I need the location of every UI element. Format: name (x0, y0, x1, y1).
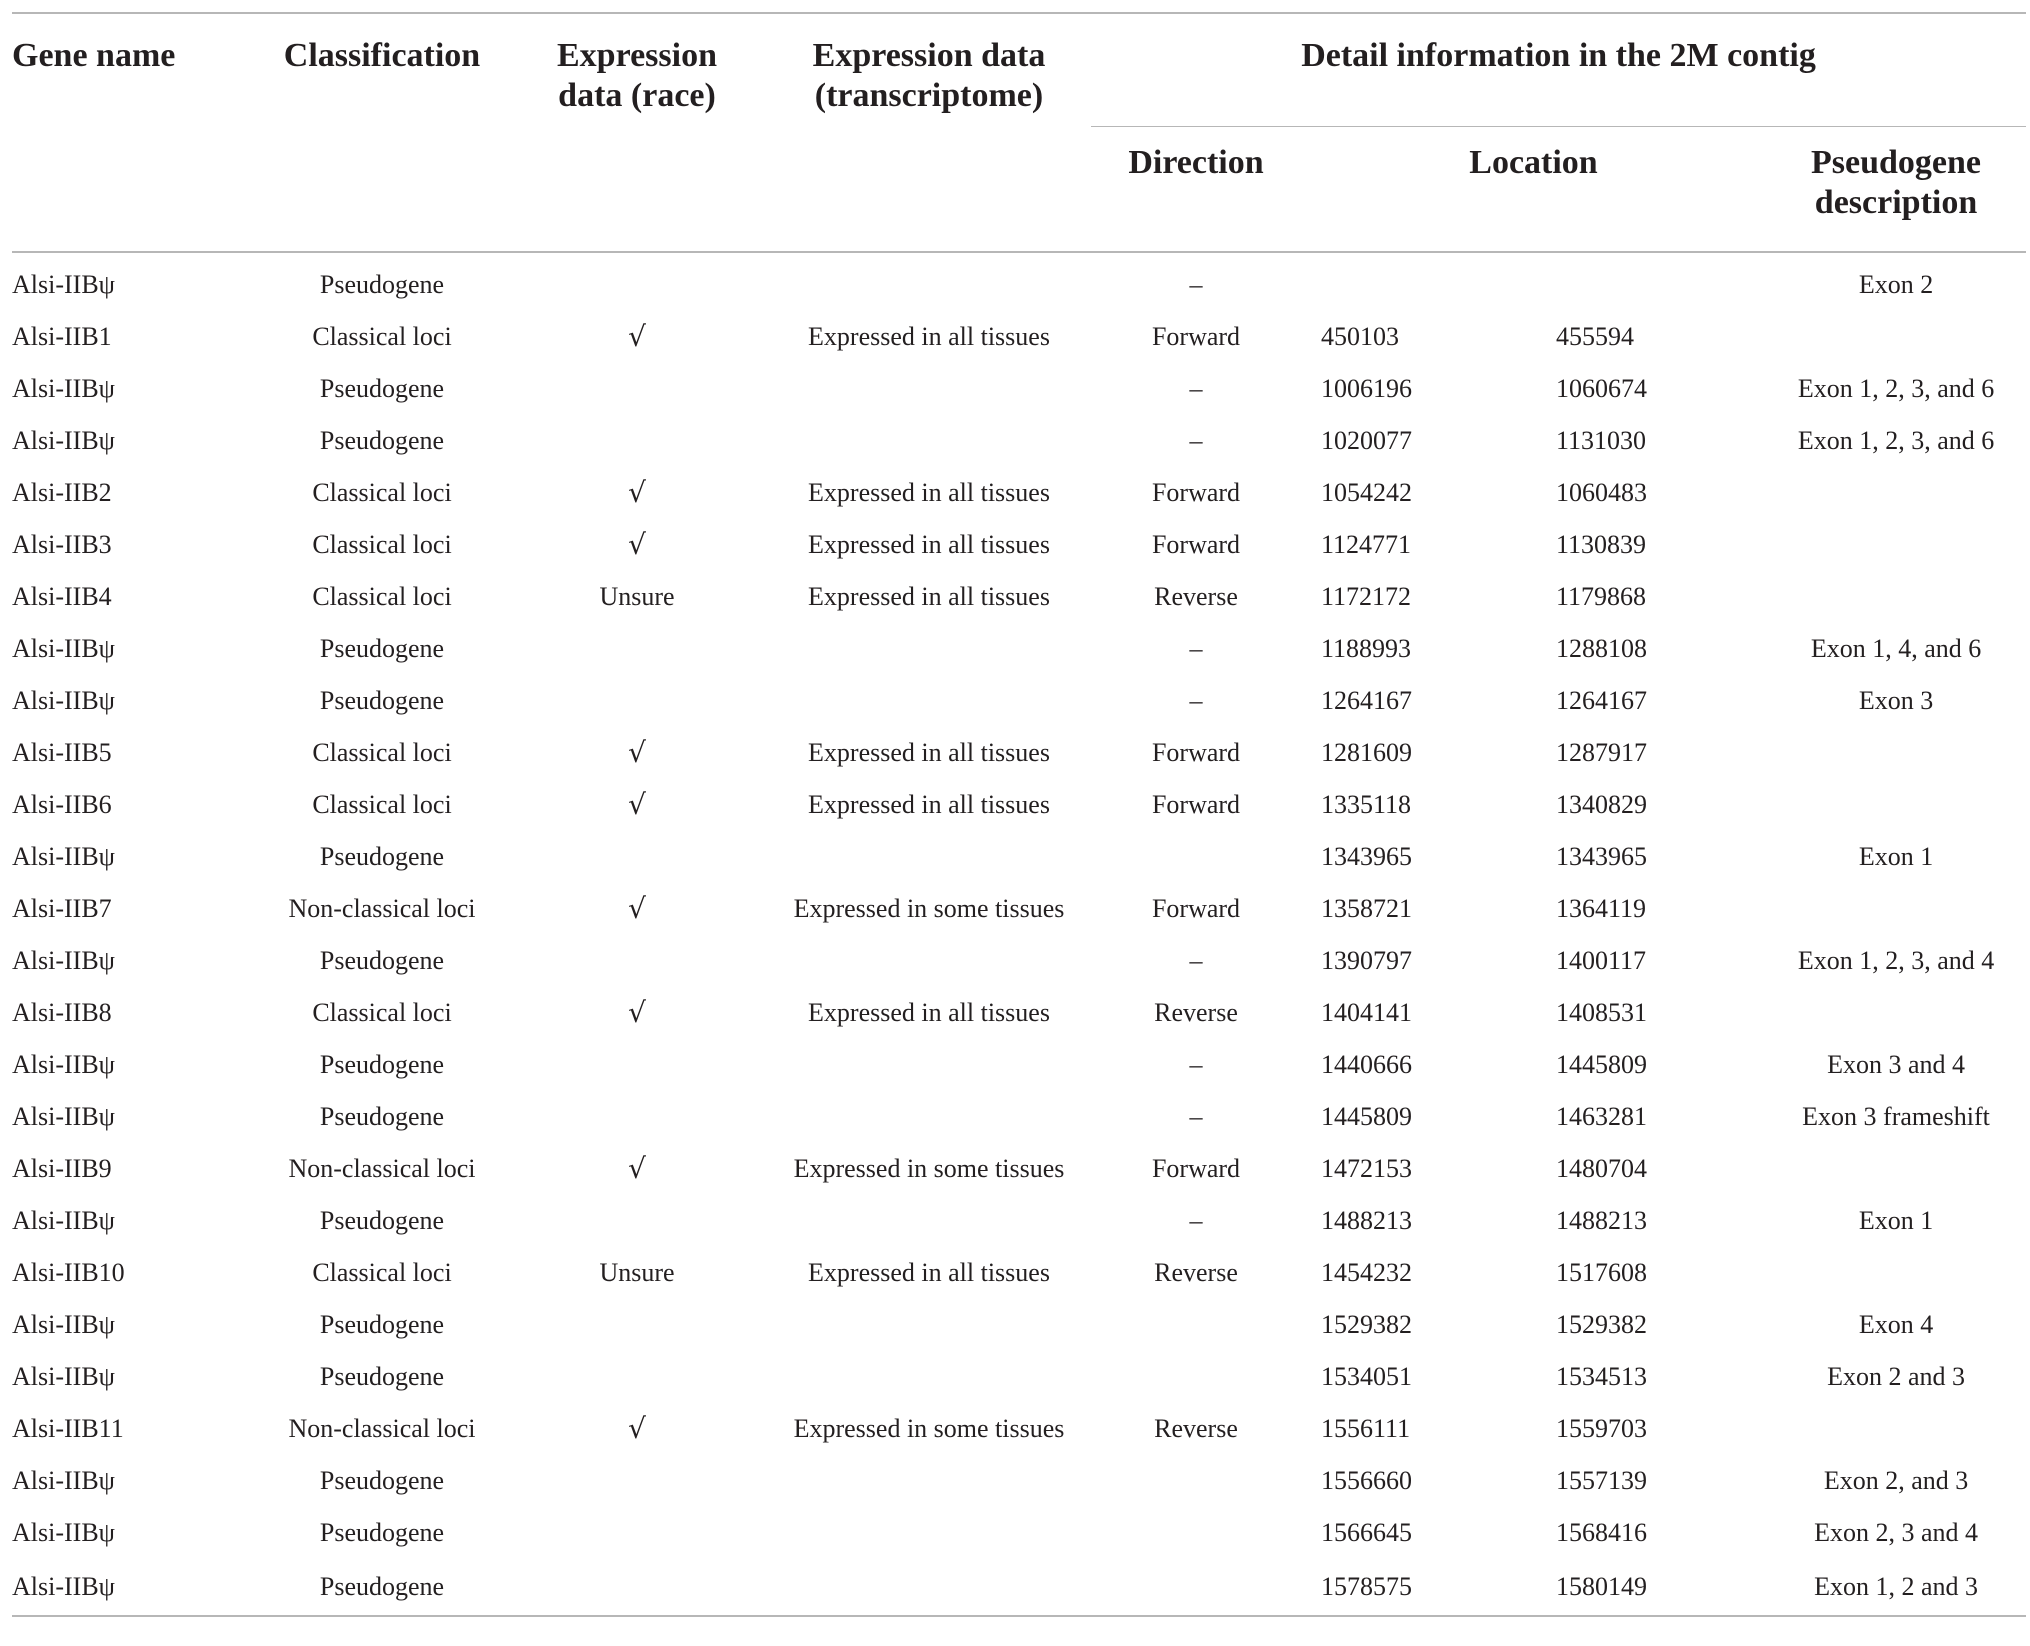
expression-race-cell: Unsure (599, 1258, 675, 1287)
gene-name-cell: Alsi-IIBψ (12, 1362, 115, 1391)
pseudogene-description-cell: Exon 1, 2, 3, and 4 (1797, 946, 1995, 975)
direction-cell (1091, 1455, 1301, 1507)
header-expression-transcriptome: Expression data (transcriptome) (767, 13, 1091, 252)
table-row (12, 1299, 2026, 1351)
pseudogene-description-cell (1766, 467, 2026, 519)
location-end-cell: 1408531 (1556, 998, 1647, 1027)
expression-race-cell (507, 1351, 767, 1403)
classification-cell: Classical loci (312, 738, 452, 767)
direction-cell: Reverse (1154, 582, 1238, 611)
direction-cell (1091, 831, 1301, 883)
table-header (12, 13, 2026, 252)
table-row (12, 363, 2026, 415)
expression-race-cell (507, 1559, 767, 1616)
location-end-cell: 1179868 (1556, 582, 1647, 611)
table-row (12, 311, 2026, 363)
direction-cell: Forward (1151, 790, 1241, 819)
expression-race-cell (507, 1455, 767, 1507)
table-row (12, 831, 2026, 883)
table-body (12, 252, 2026, 1616)
gene-name-cell: Alsi-IIBψ (12, 686, 115, 715)
location-start-cell: 1534051 (1321, 1362, 1412, 1391)
pseudogene-description-cell: Exon 2 and 3 (1827, 1362, 1965, 1391)
expression-transcriptome-cell: Expressed in all tissues (808, 738, 1050, 767)
gene-name-cell: Alsi-IIB3 (12, 530, 112, 559)
expression-transcriptome-cell (767, 831, 1091, 883)
classification-cell: Classical loci (312, 998, 452, 1027)
location-end-cell: 1364119 (1556, 894, 1647, 923)
table-row (12, 1195, 2026, 1247)
expression-race-cell (507, 1091, 767, 1143)
header-detail-information: Detail information in the 2M contig (1091, 13, 2026, 127)
table-row (12, 987, 2026, 1039)
expression-transcriptome-cell (767, 1351, 1091, 1403)
classification-cell: Pseudogene (319, 1518, 445, 1547)
location-end-cell: 1131030 (1556, 426, 1647, 455)
gene-name-cell: Alsi-IIBψ (12, 426, 115, 455)
classification-cell: Pseudogene (319, 634, 445, 663)
table-row (12, 252, 2026, 311)
pseudogene-description-cell (1766, 883, 2026, 935)
gene-name-cell: Alsi-IIBψ (12, 1102, 115, 1131)
expression-race-cell: √ (628, 528, 646, 561)
location-end-cell: 1264167 (1556, 686, 1647, 715)
direction-cell: – (1189, 686, 1203, 715)
header-direction: Direction (1091, 127, 1301, 253)
classification-cell: Pseudogene (319, 1310, 445, 1339)
pseudogene-description-cell (1766, 779, 2026, 831)
expression-race-cell (507, 675, 767, 727)
location-start-cell: 1566645 (1321, 1518, 1412, 1547)
expression-race-cell (507, 415, 767, 467)
expression-race-cell: √ (628, 788, 646, 821)
gene-name-cell: Alsi-IIBψ (12, 946, 115, 975)
expression-race-cell (507, 363, 767, 415)
expression-race-cell (507, 1299, 767, 1351)
expression-race-cell: √ (628, 1152, 646, 1185)
classification-cell: Pseudogene (319, 686, 445, 715)
pseudogene-description-cell (1766, 1403, 2026, 1455)
gene-name-cell: Alsi-IIBψ (12, 1466, 115, 1495)
expression-transcriptome-cell (767, 1507, 1091, 1559)
direction-cell: – (1189, 426, 1203, 455)
location-end-cell: 455594 (1556, 322, 1634, 351)
table-row (12, 571, 2026, 623)
expression-transcriptome-cell (767, 363, 1091, 415)
location-end-cell: 1559703 (1556, 1414, 1647, 1443)
direction-cell (1091, 1351, 1301, 1403)
gene-name-cell: Alsi-IIBψ (12, 270, 115, 299)
expression-transcriptome-cell: Expressed in all tissues (808, 790, 1050, 819)
direction-cell (1091, 1299, 1301, 1351)
classification-cell: Classical loci (312, 790, 452, 819)
expression-transcriptome-cell: Expressed in all tissues (808, 478, 1050, 507)
direction-cell: Forward (1151, 1154, 1241, 1183)
expression-transcriptome-cell (767, 1091, 1091, 1143)
location-end-cell: 1568416 (1556, 1518, 1647, 1547)
header-gene-name: Gene name (12, 13, 257, 252)
direction-cell: Forward (1151, 894, 1241, 923)
location-end-cell: 1060483 (1556, 478, 1647, 507)
location-start-cell: 1440666 (1321, 1050, 1412, 1079)
table-row (12, 1455, 2026, 1507)
expression-transcriptome-cell (767, 675, 1091, 727)
classification-cell: Classical loci (312, 322, 452, 351)
pseudogene-description-cell: Exon 2, and 3 (1823, 1466, 1969, 1495)
pseudogene-description-cell (1766, 1247, 2026, 1299)
pseudogene-description-cell: Exon 1, 4, and 6 (1810, 634, 1982, 663)
gene-table (12, 12, 2026, 1617)
location-start-cell: 1529382 (1321, 1310, 1412, 1339)
classification-cell: Pseudogene (319, 270, 445, 299)
gene-name-cell: Alsi-IIB4 (12, 582, 112, 611)
pseudogene-description-cell (1766, 571, 2026, 623)
expression-race-cell: √ (628, 892, 646, 925)
direction-cell: Reverse (1154, 998, 1238, 1027)
gene-name-cell: Alsi-IIB7 (12, 894, 112, 923)
pseudogene-description-cell: Exon 1, 2 and 3 (1766, 1559, 2026, 1616)
location-end-cell: 1580149 (1538, 1559, 1766, 1616)
expression-race-cell: √ (628, 1412, 646, 1445)
direction-cell: – (1189, 374, 1203, 403)
table-row (12, 935, 2026, 987)
expression-race-cell: √ (628, 320, 646, 353)
table-row (12, 1403, 2026, 1455)
gene-name-cell: Alsi-IIB6 (12, 790, 112, 819)
location-start-cell: 1358721 (1321, 894, 1412, 923)
expression-transcriptome-cell: Expressed in all tissues (808, 1258, 1050, 1287)
classification-cell: Pseudogene (319, 1466, 445, 1495)
location-end-cell: 1400117 (1556, 946, 1647, 975)
location-start-cell: 1343965 (1321, 842, 1412, 871)
location-start-cell: 1488213 (1321, 1206, 1412, 1235)
location-end-cell (1538, 252, 1766, 311)
gene-name-cell: Alsi-IIBψ (12, 1206, 115, 1235)
gene-name-cell: Alsi-IIBψ (12, 1050, 115, 1079)
location-start-cell: 1472153 (1321, 1154, 1412, 1183)
table-row (12, 1559, 2026, 1616)
pseudogene-description-cell (1766, 727, 2026, 779)
expression-transcriptome-cell: Expressed in some tissues (793, 894, 1065, 923)
gene-name-cell: Alsi-IIBψ (12, 1559, 257, 1616)
header-location: Location (1301, 127, 1766, 253)
pseudogene-description-cell: Exon 1 (1858, 1206, 1934, 1235)
location-start-cell: 1188993 (1321, 634, 1412, 663)
location-start-cell: 1578575 (1301, 1559, 1538, 1616)
expression-transcriptome-cell (767, 935, 1091, 987)
direction-cell: Forward (1151, 530, 1241, 559)
table-row (12, 1091, 2026, 1143)
location-end-cell: 1517608 (1556, 1258, 1647, 1287)
pseudogene-description-cell (1766, 519, 2026, 571)
gene-name-cell: Alsi-IIBψ (12, 1310, 115, 1339)
location-end-cell: 1060674 (1556, 374, 1647, 403)
table-row (12, 467, 2026, 519)
location-start-cell: 1404141 (1321, 998, 1412, 1027)
expression-transcriptome-cell: Expressed in all tissues (808, 530, 1050, 559)
expression-race-cell (507, 935, 767, 987)
direction-cell: Forward (1151, 478, 1241, 507)
location-end-cell: 1480704 (1556, 1154, 1647, 1183)
expression-transcriptome-cell: Expressed in all tissues (808, 998, 1050, 1027)
expression-transcriptome-cell (767, 252, 1091, 311)
gene-name-cell: Alsi-IIB8 (12, 998, 112, 1027)
classification-cell: Classical loci (312, 582, 452, 611)
header-classification: Classification (257, 13, 507, 252)
pseudogene-description-cell: Exon 1 (1858, 842, 1934, 871)
classification-cell: Pseudogene (319, 1050, 445, 1079)
pseudogene-description-cell (1766, 987, 2026, 1039)
classification-cell: Classical loci (312, 1258, 452, 1287)
expression-transcriptome-cell: Expressed in some tissues (793, 1414, 1065, 1443)
direction-cell: – (1189, 270, 1203, 299)
location-end-cell: 1130839 (1556, 530, 1647, 559)
direction-cell: – (1189, 634, 1203, 663)
location-end-cell: 1557139 (1556, 1466, 1647, 1495)
pseudogene-description-cell: Exon 2, 3 and 4 (1814, 1518, 1978, 1547)
expression-transcriptome-cell: Expressed in some tissues (793, 1154, 1065, 1183)
location-end-cell: 1340829 (1556, 790, 1647, 819)
classification-cell: Non-classical loci (288, 894, 476, 923)
classification-cell: Non-classical loci (288, 1414, 476, 1443)
expression-race-cell: √ (628, 736, 646, 769)
expression-transcriptome-cell (767, 623, 1091, 675)
expression-race-cell (507, 623, 767, 675)
classification-cell: Pseudogene (319, 374, 445, 403)
table-row (12, 727, 2026, 779)
table-row (12, 623, 2026, 675)
classification-cell: Pseudogene (319, 842, 445, 871)
direction-cell: Reverse (1154, 1414, 1238, 1443)
location-start-cell: 450103 (1321, 322, 1399, 351)
pseudogene-description-cell: Exon 1, 2, 3, and 6 (1797, 426, 1995, 455)
location-end-cell: 1488213 (1556, 1206, 1647, 1235)
gene-name-cell: Alsi-IIB10 (12, 1258, 125, 1287)
classification-cell: Pseudogene (319, 1206, 445, 1235)
location-start-cell: 1335118 (1321, 790, 1412, 819)
location-start-cell: 1390797 (1321, 946, 1412, 975)
pseudogene-description-cell: Exon 4 (1858, 1310, 1934, 1339)
expression-transcriptome-cell: Expressed in all tissues (808, 322, 1050, 351)
location-start-cell: 1124771 (1321, 530, 1412, 559)
expression-race-cell: √ (628, 476, 646, 509)
gene-name-cell: Alsi-IIB11 (12, 1414, 124, 1443)
location-start-cell: 1281609 (1321, 738, 1412, 767)
gene-name-cell: Alsi-IIBψ (12, 634, 115, 663)
direction-cell: – (1189, 1102, 1203, 1131)
table-row (12, 1351, 2026, 1403)
direction-cell: Forward (1151, 322, 1241, 351)
location-start-cell: 1556660 (1321, 1466, 1412, 1495)
table-row (12, 883, 2026, 935)
table-row (12, 415, 2026, 467)
table-row (12, 1247, 2026, 1299)
location-start-cell: 1264167 (1321, 686, 1412, 715)
expression-transcriptome-cell (767, 1195, 1091, 1247)
location-end-cell: 1463281 (1556, 1102, 1647, 1131)
expression-transcriptome-cell (767, 1455, 1091, 1507)
direction-cell: – (1189, 1206, 1203, 1235)
gene-name-cell: Alsi-IIBψ (12, 1518, 115, 1547)
expression-transcriptome-cell: Expressed in all tissues (808, 582, 1050, 611)
table-row (12, 1143, 2026, 1195)
location-start-cell: 1454232 (1321, 1258, 1412, 1287)
location-start-cell: 1020077 (1321, 426, 1412, 455)
pseudogene-description-cell: Exon 3 frameshift (1802, 1102, 1990, 1131)
direction-cell (1091, 1507, 1301, 1559)
gene-table-container (12, 12, 2026, 1617)
table-row (12, 519, 2026, 571)
gene-name-cell: Alsi-IIB2 (12, 478, 112, 507)
classification-cell: Pseudogene (319, 1102, 445, 1131)
table-row (12, 1039, 2026, 1091)
direction-cell (1091, 1559, 1301, 1616)
location-start-cell: 1445809 (1321, 1102, 1412, 1131)
gene-name-cell: Alsi-IIBψ (12, 374, 115, 403)
pseudogene-description-cell: Exon 2 (1858, 270, 1934, 299)
location-start-cell: 1172172 (1321, 582, 1412, 611)
classification-cell: Non-classical loci (288, 1154, 476, 1183)
location-start-cell: 1006196 (1321, 374, 1412, 403)
location-start-cell (1301, 252, 1538, 311)
direction-cell: Forward (1151, 738, 1241, 767)
expression-race-cell (507, 1195, 767, 1247)
expression-race-cell: Unsure (599, 582, 675, 611)
table-row (12, 675, 2026, 727)
header-expression-race: Expression data (race) (507, 13, 767, 252)
pseudogene-description-cell (1766, 311, 2026, 363)
pseudogene-description-cell (1766, 1143, 2026, 1195)
pseudogene-description-cell: Exon 3 and 4 (1827, 1050, 1965, 1079)
location-end-cell: 1288108 (1556, 634, 1647, 663)
expression-transcriptome-cell (767, 415, 1091, 467)
pseudogene-description-cell: Exon 3 (1858, 686, 1934, 715)
classification-cell: Classical loci (312, 478, 452, 507)
direction-cell: Reverse (1154, 1258, 1238, 1287)
location-start-cell: 1054242 (1321, 478, 1412, 507)
expression-race-cell (507, 831, 767, 883)
location-start-cell: 1556111 (1321, 1414, 1411, 1443)
expression-race-cell (507, 252, 767, 311)
gene-name-cell: Alsi-IIB5 (12, 738, 112, 767)
gene-name-cell: Alsi-IIB1 (12, 322, 112, 351)
table-row (12, 779, 2026, 831)
expression-race-cell (507, 1039, 767, 1091)
classification-cell: Classical loci (312, 530, 452, 559)
expression-transcriptome-cell (767, 1559, 1091, 1616)
gene-name-cell: Alsi-IIB9 (12, 1154, 112, 1183)
location-end-cell: 1534513 (1556, 1362, 1647, 1391)
direction-cell: – (1189, 1050, 1203, 1079)
location-end-cell: 1343965 (1556, 842, 1647, 871)
expression-race-cell (507, 1507, 767, 1559)
classification-cell: Pseudogene (319, 426, 445, 455)
gene-name-cell: Alsi-IIBψ (12, 842, 115, 871)
expression-race-cell: √ (628, 996, 646, 1029)
location-end-cell: 1529382 (1556, 1310, 1647, 1339)
expression-transcriptome-cell (767, 1299, 1091, 1351)
direction-cell: – (1189, 946, 1203, 975)
location-end-cell: 1287917 (1556, 738, 1647, 767)
pseudogene-description-cell: Exon 1, 2, 3, and 6 (1797, 374, 1995, 403)
table-row (12, 1507, 2026, 1559)
location-end-cell: 1445809 (1556, 1050, 1647, 1079)
classification-cell: Pseudogene (319, 946, 445, 975)
classification-cell: Pseudogene (319, 1362, 445, 1391)
header-pseudogene-description: Pseudogene description (1766, 127, 2026, 253)
expression-transcriptome-cell (767, 1039, 1091, 1091)
classification-cell: Pseudogene (257, 1559, 507, 1616)
